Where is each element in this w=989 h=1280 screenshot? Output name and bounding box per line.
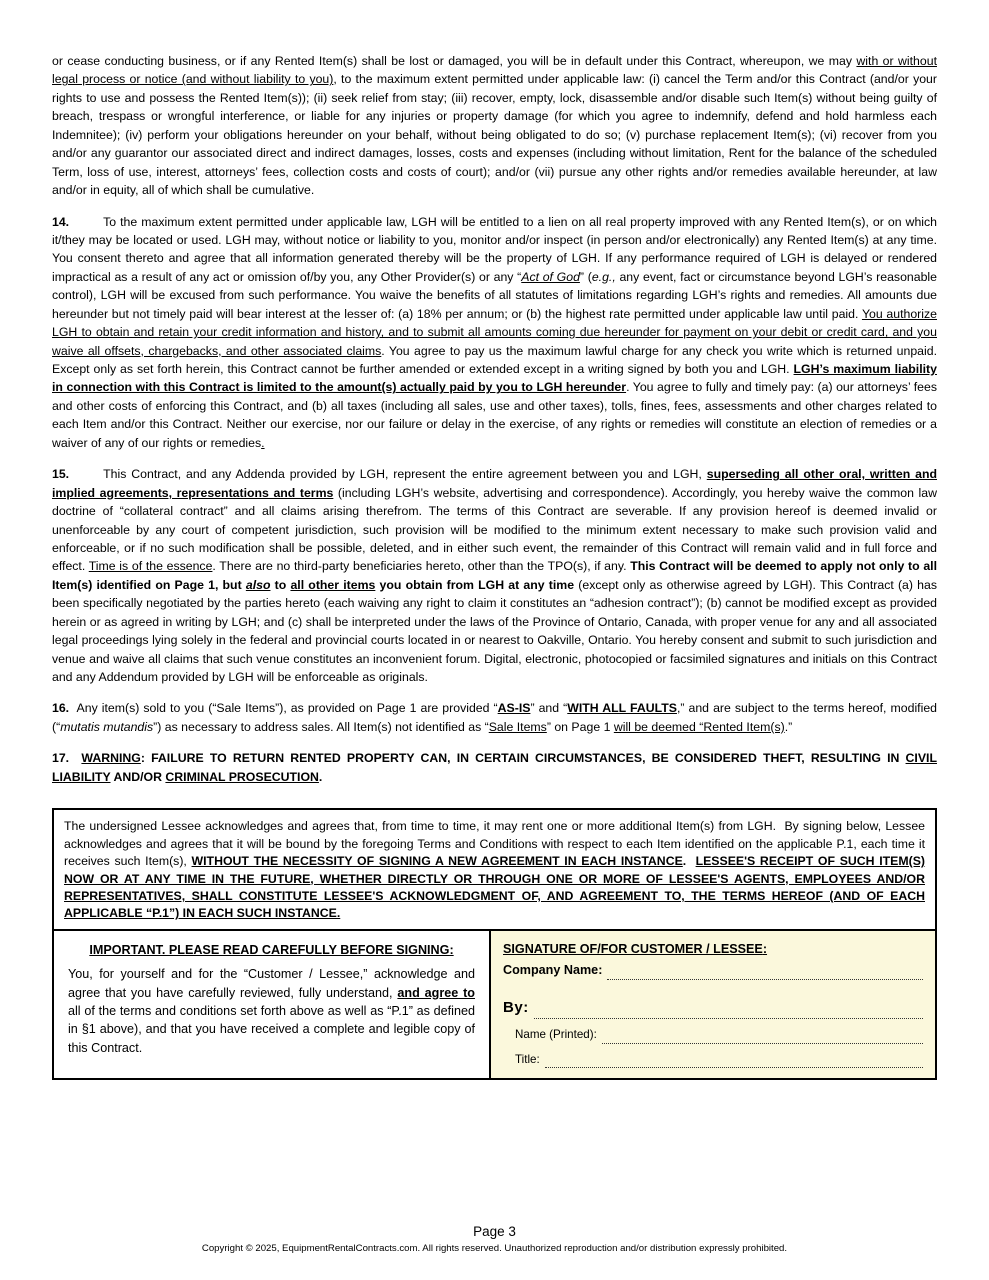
name-printed-label: Name (Printed): [515,1028,597,1042]
signature-panel-title-text: SIGNATURE OF/FOR CUSTOMER / LESSEE [503,941,763,956]
paragraph-default-remedies: or cease conducting business, or if any Rented Item(s) shall be lost or damaged, you will be in default under this Contract, whereupon, we may with or without legal process or notice (and without liability to you), to the maximum extent permitted under applicable law: (i) cancel the Term and/or this Contract (and/or your rights to use and possess the Rented Item(s)); (ii) seek relief from stay; (iii) recover, empty, lock, disassemble and/or disable such Item(s) without being guilty of breach, trespass or wrongful interference, or liable for any injuries or property damage (for which you agree to indemnify, defend and hold harmless each Indemnitee); (iv) perform your obligations hereunder on your behalf, without being obligated to do so; (v) purchase replacement Item(s); (vi) recover from you and/or any guarantor our associated direct and indirect damages, losses, costs and expenses (including without limitation, Rent for the balance of the scheduled Term, loss of use, interest, attorneys’ fees, collection costs and costs of court); and/or (vii) pursue any other rights and/or remedies available hereunder, at law and/or in equity, all of which shall be cumulative. [52,54,937,198]
important-notice-heading [68,941,475,959]
company-name-row [503,961,923,980]
signature-by-label-text: By [503,998,524,1016]
paragraph-16: 16. Any item(s) sold to you (“Sale Items”), as provided on Page 1 are provided “AS-IS” and “WITH ALL FAULTS,” and are subject to the terms hereof, modified (“mutatis mutandis”) as necessary to address sales. All Item(s) not identified as “Sale Items” on Page 1 will be deemed “Rented Item(s).” [52,701,938,734]
signature-by-row [503,997,923,1020]
page-number: Page 3 [473,1224,516,1239]
acknowledgement-text: The undersigned Lessee acknowledges and agrees that, from time to time, it may rent one or more additional Item(s) from LGH. By signing below, Lessee acknowledges and agrees that it will be bound by the foregoing Terms and Conditions with respect to each Item identified on the applicable P.1, each time it receives such Item(s), WITHOUT THE NECESSITY OF SIGNING A NEW AGREEMENT IN EACH INSTANCE. LESSEE'S RECEIPT OF SUCH ITEM(S) NOW OR AT ANY TIME IN THE FUTURE, WHETHER DIRECTLY OR THROUGH ONE OR MORE OF LESSEE'S AGENTS, EMPLOYEES AND/OR REPRESENTATIVES, SHALL CONSTITUTE LESSEE'S ACKNOWLEDGMENT OF, AND AGREEMENT TO, THE TERMS HEREOF (AND OF EACH APPLICABLE “P.1”) IN EACH SUCH INSTANCE. [64,819,926,921]
important-notice-panel [54,931,491,1078]
signature-fields-panel [491,931,935,1078]
important-notice-heading-suffix: : [449,942,454,957]
signature-section [52,808,937,1080]
name-printed-label-text: Name (Printed) [515,1028,594,1042]
paragraph-14: 14. To the maximum extent permitted under applicable law, LGH will be entitled to a lien on all real property improved with any Rented Item(s), or on which it/they may be located or used. LGH may, without notice or liability to you, monitor and/or inspect (in person and/or electronically) any Rented Item(s) at any time. You consent thereto and agree that all information generated thereby will be the property of LGH. If any performance required of LGH is delayed or rendered impractical as a result of any act or omission of/by you, any Other Provider(s) or any “Act of God” (e.g., any event, fact or circumstance beyond LGH’s reasonable control), LGH will be excused from such performance. You waive the benefits of all statutes of limitations regarding LGH’s rights and remedies. All amounts due hereunder but not timely paid will bear interest at the lesser of: (a) 18% per annum; or (b) the highest rate permitted under applicable law until paid. You authorize LGH to obtain and retain your credit information and history, and to submit all amounts coming due hereunder for payment on your debit or credit card, and you waive all offsets, chargebacks, and other associated claims. You agree to pay us the maximum lawful charge for any check you write which is returned unpaid. Except only as set forth herein, this Contract cannot be further amended or extended except in a writing signed by both you and LGH. LGH’s maximum liability in connection with this Contract is limited to the amount(s) actually paid by you to LGH hereunder. You agree to fully and timely pay: (a) our attorneys’ fees and other costs of enforcing this Contract, and (b) all taxes (including all sales, use and other taxes), tolls, fines, fees, assessments and other charges related to each Item and/or this Contract. Neither our exercise, nor our failure or delay in the exercise, of any rights or remedies will constitute an election of remedies or a waiver of any of our rights or remedies. [52,214,938,450]
paragraph-17: 17. WARNING: FAILURE TO RETURN RENTED PROPERTY CAN, IN CERTAIN CIRCUMSTANCES, BE CONSIDERED THEFT, RESULTING IN CIVIL LIABILITY AND/OR CRIMINAL PROSECUTION. [52,751,937,784]
company-name-input[interactable] [607,966,923,980]
company-name-label: Company Name: [503,962,603,977]
signature-by-label: By: [503,998,529,1016]
name-printed-row [503,1026,923,1043]
company-name-label-text: Company Name [503,962,599,977]
title-label: Title: [515,1052,540,1066]
signature-panel-title [503,940,923,959]
title-input[interactable] [545,1054,923,1068]
paragraph-15: 15. This Contract, and any Addenda provided by LGH, represent the entire agreement between you and LGH, superseding all other oral, written and implied agreements, representations and terms (including LGH’s website, advertising and correspondence). Accordingly, you hereby waive the common law doctrine of “collateral contract” and all claims arising therefrom. The terms of this Contract are severable. If any provision hereof is deemed invalid or unenforceable by any court of competent jurisdiction, such provision will be modified to the minimum extent necessary to make such provision valid and enforceable, or if no such modification shall be possible, deleted, and in either such event, the remainder of this Contract will remain valid and in full force and effect. Time is of the essence. There are no third-party beneficiaries hereto, other than the TPO(s), if any. This Contract will be deemed to apply not only to all Item(s) identified on Page 1, but also to all other items you obtain from LGH at any time (except only as otherwise agreed by LGH). This Contract (a) has been specifically negotiated by the parties hereto (each waiving any right to claim it constitutes an “adhesion contract”); (b) cannot be modified except as provided herein or as agreed in writing by LGH; and (c) shall be interpreted under the laws of the Province of Ontario, Canada, with proper venue for any and all associated legal proceedings lying solely in the federal and provincial courts located in or nearest to Oakville, Ontario. You hereby consent and submit to such jurisdiction and venue and waive all claims that such venue constitutes an inconvenient forum. Digital, electronic, photocopied or facsimiled signatures and initials on this Contract and any Addendum provided by LGH will be enforceable as originals. [52,467,938,684]
important-notice-body: You, for yourself and for the “Customer / Lessee,” acknowledge and agree that you have carefully reviewed, fully understand, and agree to all of the terms and conditions set forth above as well as “P.1” as defined in §1 above), and that you have received a complete and legible copy of this Contract. [68,967,475,1055]
name-printed-input[interactable] [602,1030,923,1044]
copyright-notice: Copyright © 2025, EquipmentRentalContracts.com. All rights reserved. Unauthorized reproduction and/or distribution expressly prohibited. [201,1243,788,1254]
title-row [503,1051,923,1068]
title-label-text: Title [515,1052,537,1066]
signature-panel-title-suffix: : [762,941,768,956]
important-notice-heading-text: IMPORTANT. PLEASE READ CAREFULLY BEFORE SIGNING [89,942,450,957]
signature-by-input[interactable] [534,1005,923,1019]
page-footer [0,1224,989,1254]
